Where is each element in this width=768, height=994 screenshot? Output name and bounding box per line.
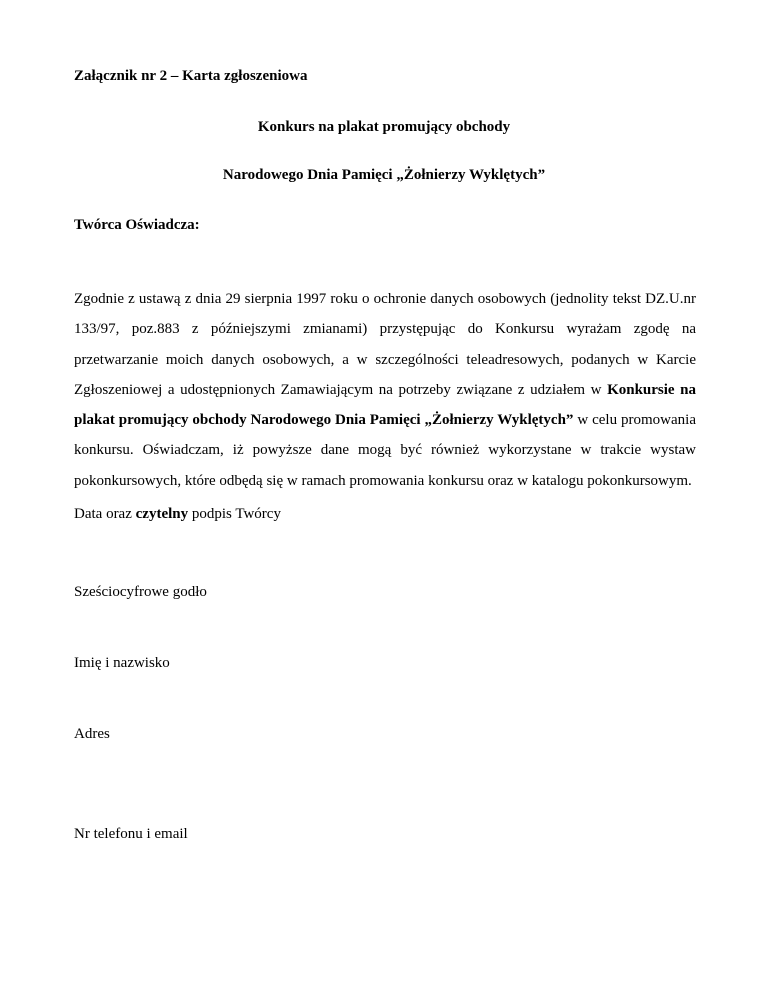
declaration-heading: Twórca Oświadcza: <box>74 217 200 233</box>
contact-field-label: Nr telefonu i email <box>74 826 188 842</box>
attachment-label: Załącznik nr 2 – Karta zgłoszeniowa <box>74 68 308 84</box>
name-field-label: Imię i nazwisko <box>74 655 170 671</box>
address-field-label: Adres <box>74 726 110 742</box>
document-title-line-1: Konkurs na plakat promujący obchody <box>257 119 511 135</box>
declaration-contest-name: Konkursie na plakat promujący obchody Narodowego Dnia Pamięci „Żołnierzy Wyklętych” <box>74 381 696 429</box>
signature-text-after: podpis Twórcy <box>188 506 281 522</box>
signature-text-before: Data oraz <box>74 506 136 522</box>
code-field-label: Sześciocyfrowe godło <box>74 584 207 600</box>
declaration-text-part-2: w celu promowania konkursu. Oświadczam, iż powyższe dane mogą być również wykorzystane w trakcie wystaw pokonkursowych, które odbędą się w ramach promowania konkursu oraz w katalogu pokonkursowym. <box>74 412 696 489</box>
declaration-text-part-1: Zgodnie z ustawą z dnia 29 sierpnia 1997 roku o ochronie danych osobowych (jednolity tekst DZ.U.nr 133/97, poz.883 z późniejszymi zmianami) przystępując do Konkursu wyrażam zgodę na przetwarzanie moich danych osobowych, a w szczególności teleadresowych, podanych w Karcie Zgłoszeniowej a udostępnionych Zamawiającym na potrzeby związane z udziałem w <box>74 291 696 398</box>
signature-text-bold: czytelny <box>135 506 189 522</box>
declaration-paragraph <box>74 284 696 496</box>
document-title-line-2: Narodowego Dnia Pamięci „Żołnierzy Wyklętych” <box>222 167 546 183</box>
signature-label <box>74 505 281 523</box>
